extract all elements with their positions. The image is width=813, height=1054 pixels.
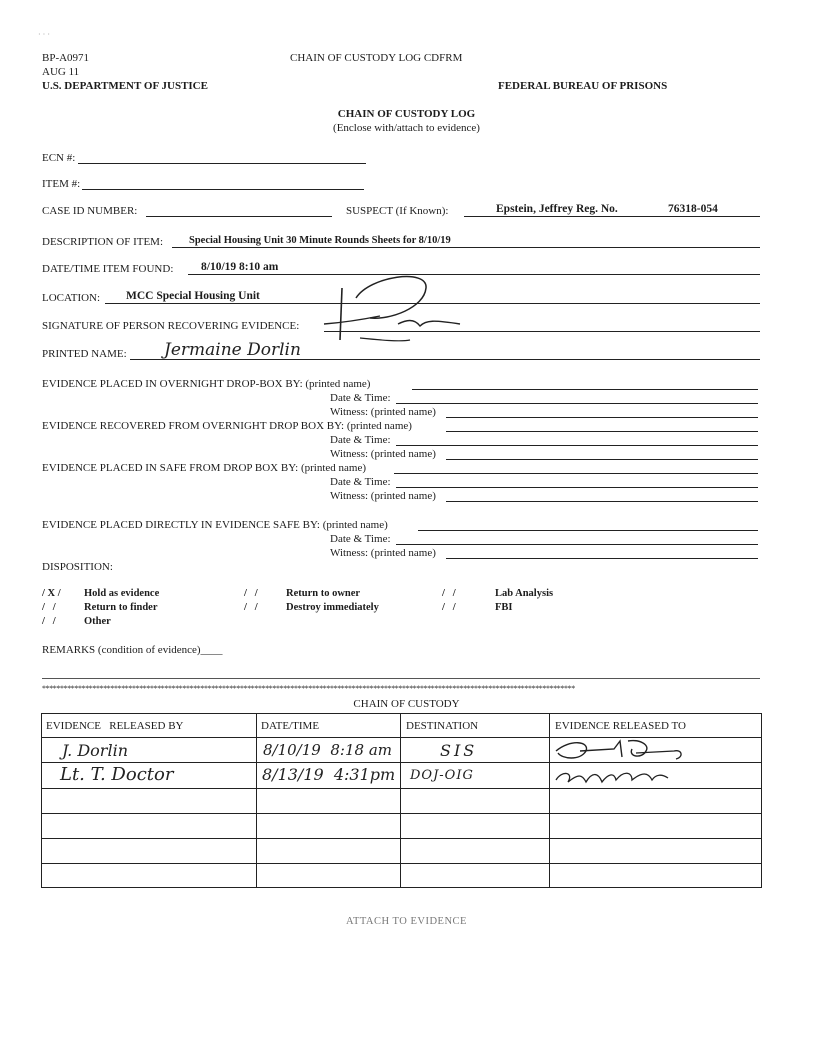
datetime-found-field[interactable] — [188, 274, 760, 275]
disposition-hold-checkbox[interactable]: / X / — [42, 588, 61, 599]
form-revision: AUG 11 — [42, 66, 80, 78]
page-subtitle: (Enclose with/attach to evidence) — [333, 122, 480, 134]
disposition-return-owner-label: Return to owner — [286, 588, 361, 599]
description-value: Special Housing Unit 30 Minute Rounds Sheets for 8/10/19 — [189, 235, 451, 246]
description-label: DESCRIPTION OF ITEM: — [42, 236, 164, 248]
direct-safe-datetime-label: Date & Time: — [330, 533, 391, 545]
table-rule — [41, 713, 762, 714]
row2-released-to-signature — [552, 764, 672, 788]
location-value: MCC Special Housing Unit — [126, 290, 260, 302]
recovered-name-field[interactable] — [446, 431, 758, 432]
table-rule — [41, 813, 762, 814]
table-rule — [41, 863, 762, 864]
suspect-label: SUSPECT (If Known): — [346, 205, 449, 217]
table-rule — [41, 713, 42, 887]
disposition-return-owner-checkbox[interactable]: / / — [244, 588, 258, 599]
disposition-fbi-checkbox[interactable]: / / — [442, 602, 456, 613]
safe-from-dropbox-datetime-label: Date & Time: — [330, 476, 391, 488]
remarks-divider — [42, 678, 760, 679]
printed-name-value: Jermaine Dorlin — [164, 340, 301, 360]
custody-title: CHAIN OF CUSTODY — [353, 698, 460, 710]
dropbox-datetime-field[interactable] — [396, 403, 758, 404]
table-rule — [41, 838, 762, 839]
item-field[interactable] — [82, 189, 364, 190]
disposition-lab-label: Lab Analysis — [495, 588, 554, 599]
dropbox-label: EVIDENCE PLACED IN OVERNIGHT DROP-BOX BY: (printed name) — [42, 378, 371, 390]
row1-destination: SIS — [440, 741, 478, 760]
signature-label: SIGNATURE OF PERSON RECOVERING EVIDENCE: — [42, 320, 300, 332]
row2-datetime: 8/13/19 4:31pm — [262, 765, 396, 784]
disposition-fbi-label: FBI — [495, 602, 513, 613]
table-rule — [761, 713, 762, 887]
table-rule — [256, 713, 257, 887]
item-label: ITEM #: — [42, 178, 81, 190]
ecn-field[interactable] — [78, 163, 366, 164]
form-code: CHAIN OF CUSTODY LOG CDFRM — [290, 52, 463, 64]
safe-from-dropbox-datetime-field[interactable] — [396, 487, 758, 488]
remarks-label[interactable]: REMARKS (condition of evidence)____ — [42, 644, 223, 656]
disposition-destroy-checkbox[interactable]: / / — [244, 602, 258, 613]
table-rule — [41, 788, 762, 789]
direct-safe-witness-field[interactable] — [446, 558, 758, 559]
location-label: LOCATION: — [42, 292, 101, 304]
register-number: 76318-054 — [668, 203, 718, 215]
disposition-label: DISPOSITION: — [42, 561, 113, 573]
dropbox-name-field[interactable] — [412, 389, 758, 390]
row1-released-by: J. Dorlin — [62, 741, 128, 760]
row1-datetime: 8/10/19 8:18 am — [263, 741, 392, 759]
case-id-label: CASE ID NUMBER: — [42, 205, 138, 217]
disposition-hold-label: Hold as evidence — [84, 588, 160, 599]
row2-destination: DOJ-OIG — [410, 768, 474, 783]
scan-artifact: · · · — [38, 30, 50, 39]
disposition-other-checkbox[interactable]: / / — [42, 616, 56, 627]
ecn-label: ECN #: — [42, 152, 76, 164]
recovered-label: EVIDENCE RECOVERED FROM OVERNIGHT DROP BOX BY: (printed name) — [42, 420, 412, 432]
recovered-witness-field[interactable] — [446, 459, 758, 460]
table-rule — [400, 713, 401, 887]
disposition-destroy-label: Destroy immediately — [286, 602, 379, 613]
safe-from-dropbox-witness-field[interactable] — [446, 501, 758, 502]
page-title: CHAIN OF CUSTODY LOG — [337, 108, 476, 120]
printed-name-label: PRINTED NAME: — [42, 348, 127, 360]
safe-from-dropbox-label: EVIDENCE PLACED IN SAFE FROM DROP BOX BY: (printed name) — [42, 462, 366, 474]
recovered-datetime-field[interactable] — [396, 445, 758, 446]
separator-stars: **************************************************************************************************************************************************** — [42, 684, 575, 693]
dropbox-datetime-label: Date & Time: — [330, 392, 391, 404]
suspect-value: Epstein, Jeffrey Reg. No. — [496, 203, 618, 215]
recovering-officer-signature — [310, 268, 470, 348]
safe-from-dropbox-name-field[interactable] — [394, 473, 758, 474]
header-released-to: EVIDENCE RELEASED TO — [555, 720, 686, 732]
header-released-by: EVIDENCE RELEASED BY — [46, 720, 184, 732]
safe-from-dropbox-witness-label: Witness: (printed name) — [330, 490, 436, 502]
attach-to-evidence: ATTACH TO EVIDENCE — [346, 916, 467, 927]
dropbox-witness-field[interactable] — [446, 417, 758, 418]
disposition-return-finder-label: Return to finder — [84, 602, 158, 613]
row2-released-by: Lt. T. Doctor — [60, 764, 174, 785]
suspect-field[interactable] — [464, 216, 760, 217]
header-datetime: DATE/TIME — [261, 720, 320, 732]
header-destination: DESTINATION — [406, 720, 479, 732]
disposition-other-label: Other — [84, 616, 111, 627]
disposition-lab-checkbox[interactable]: / / — [442, 588, 456, 599]
department-name: U.S. DEPARTMENT OF JUSTICE — [42, 80, 208, 92]
bureau-name: FEDERAL BUREAU OF PRISONS — [498, 80, 668, 92]
description-field[interactable] — [172, 247, 760, 248]
direct-safe-label: EVIDENCE PLACED DIRECTLY IN EVIDENCE SAFE BY: (printed name) — [42, 519, 388, 531]
table-rule — [41, 887, 762, 888]
direct-safe-datetime-field[interactable] — [396, 544, 758, 545]
disposition-return-finder-checkbox[interactable]: / / — [42, 602, 56, 613]
dropbox-witness-label: Witness: (printed name) — [330, 406, 436, 418]
row1-released-to-signature — [550, 737, 700, 763]
recovered-witness-label: Witness: (printed name) — [330, 448, 436, 460]
direct-safe-witness-label: Witness: (printed name) — [330, 547, 436, 559]
recovered-datetime-label: Date & Time: — [330, 434, 391, 446]
datetime-found-label: DATE/TIME ITEM FOUND: — [42, 263, 174, 275]
datetime-found-value: 8/10/19 8:10 am — [201, 261, 279, 273]
direct-safe-name-field[interactable] — [418, 530, 758, 531]
case-id-field[interactable] — [146, 216, 332, 217]
form-number: BP-A0971 — [42, 52, 90, 64]
